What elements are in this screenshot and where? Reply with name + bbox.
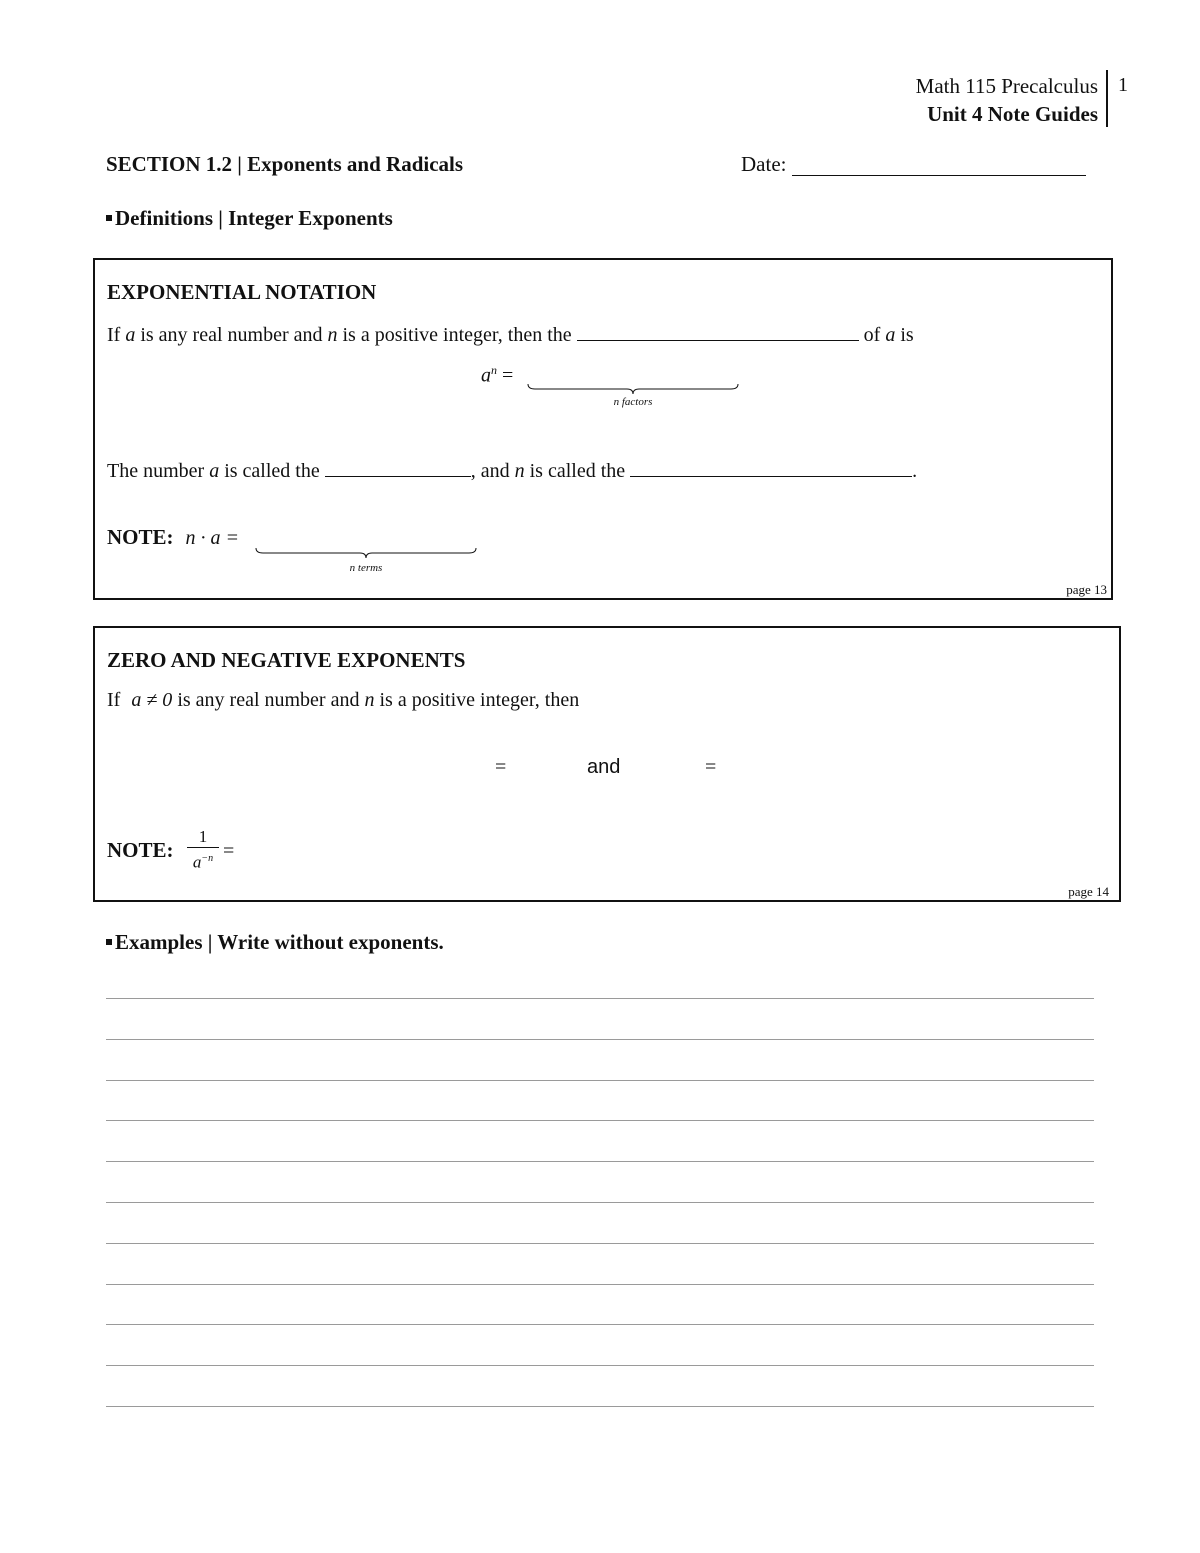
text: If <box>107 689 126 711</box>
equals-sign: = <box>223 840 235 862</box>
denominator <box>187 848 219 874</box>
underbrace-icon <box>255 546 477 560</box>
exponent: n <box>491 363 497 377</box>
writing-line[interactable] <box>106 1202 1094 1203</box>
writing-line[interactable] <box>106 1120 1094 1121</box>
brace-label: n terms <box>349 562 383 574</box>
text: , and <box>470 460 515 482</box>
numerator: 1 <box>187 827 219 848</box>
date-label: Date: <box>741 152 787 176</box>
base-exponent-line <box>107 458 917 483</box>
exponent-blank[interactable] <box>630 458 912 477</box>
text: is any real number and <box>135 324 328 346</box>
text: The number <box>107 460 210 482</box>
var-n: n <box>364 689 375 711</box>
condition: a ≠ 0 <box>131 689 173 711</box>
examples-heading <box>106 930 444 955</box>
and-word: and <box>587 756 621 778</box>
writing-line[interactable] <box>106 998 1094 999</box>
base-blank[interactable] <box>325 458 471 477</box>
section-title: SECTION 1.2 | Exponents and Radicals <box>106 152 464 176</box>
power-formula <box>481 363 513 388</box>
examples-heading-text: Examples | Write without exponents. <box>115 930 444 954</box>
base: a <box>481 364 491 387</box>
zero-negative-exponents-box <box>93 626 1121 902</box>
text: is any real number and <box>172 689 365 711</box>
equals-sign: = <box>495 756 507 778</box>
writing-line[interactable] <box>106 1284 1094 1285</box>
definitions-heading <box>106 206 393 231</box>
course-name: Math 115 Precalculus <box>915 74 1098 98</box>
equals: = <box>502 364 514 387</box>
text: is called the <box>219 460 325 482</box>
text: is a positive integer, then <box>374 689 580 711</box>
writing-line[interactable] <box>106 1365 1094 1366</box>
writing-line[interactable] <box>106 1080 1094 1081</box>
note-label: NOTE: <box>107 838 174 862</box>
note-expression: n · a = <box>185 527 240 549</box>
writing-line[interactable] <box>106 1406 1094 1407</box>
page-number: 1 <box>1118 74 1128 96</box>
var-a: a <box>885 324 896 346</box>
writing-line[interactable] <box>106 1324 1094 1325</box>
var-a: a <box>125 324 136 346</box>
text: is <box>895 324 914 346</box>
bullet-icon <box>106 939 112 945</box>
base: a <box>192 852 202 872</box>
var-n: n <box>327 324 338 346</box>
writing-line[interactable] <box>106 1161 1094 1162</box>
fraction <box>187 827 219 874</box>
note-line <box>107 525 239 550</box>
exponent: −n <box>201 853 214 864</box>
definition-line <box>107 322 914 347</box>
text: . <box>912 460 918 482</box>
definition-line <box>107 689 579 712</box>
header-divider <box>1106 70 1108 127</box>
text: is a positive integer, then the <box>337 324 577 346</box>
equals-sign: = <box>705 756 717 778</box>
unit-title: Unit 4 Note Guides <box>927 102 1098 126</box>
date-blank[interactable] <box>792 175 1086 176</box>
box-title: EXPONENTIAL NOTATION <box>107 280 377 304</box>
var-a: a <box>209 460 220 482</box>
brace-label: n factors <box>613 396 653 408</box>
definitions-heading-text: Definitions | Integer Exponents <box>115 206 393 230</box>
var-n: n <box>514 460 525 482</box>
text: is called the <box>524 460 631 482</box>
page-reference: page 14 <box>1068 884 1109 899</box>
text: If <box>107 324 126 346</box>
text: of <box>858 324 886 346</box>
page-reference: page 13 <box>1066 582 1107 597</box>
writing-line[interactable] <box>106 1243 1094 1244</box>
document-header <box>916 72 1098 128</box>
writing-line[interactable] <box>106 1039 1094 1040</box>
answer-blank[interactable] <box>577 322 859 341</box>
note-label: NOTE: <box>107 525 174 549</box>
exponential-notation-box <box>93 258 1113 600</box>
box-title: ZERO AND NEGATIVE EXPONENTS <box>107 648 466 672</box>
bullet-icon <box>106 215 112 221</box>
underbrace-icon <box>527 382 739 396</box>
